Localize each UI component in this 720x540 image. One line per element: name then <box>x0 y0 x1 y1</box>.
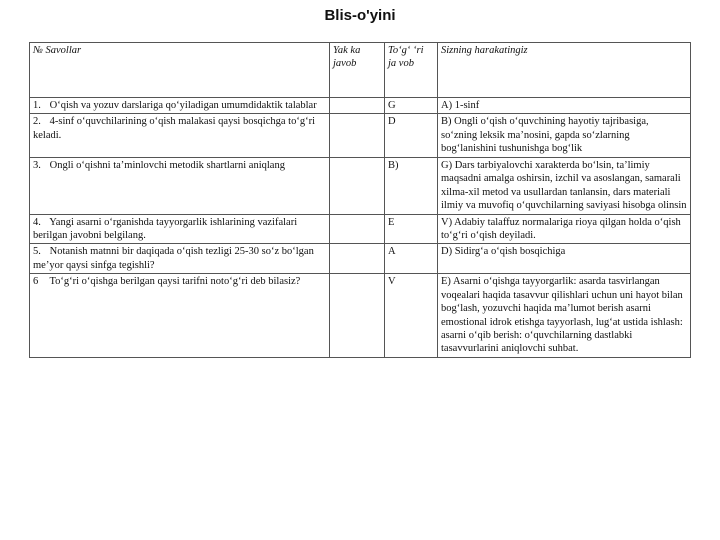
question-text: O‘qish va yozuv darslariga qo‘yiladigan umumdidaktik talablar <box>49 100 317 111</box>
question-cell <box>30 244 330 274</box>
wrong-answer-cell <box>330 114 385 157</box>
question-number: 3. <box>33 159 41 171</box>
question-number: 6 <box>33 276 39 288</box>
correct-answer-cell: V <box>385 274 438 358</box>
quiz-table <box>29 42 691 358</box>
header-row <box>30 43 691 98</box>
action-cell: B) Ongli o‘qish o‘quvchining hayotiy tajribasiga, so‘zning leksik ma’nosini, gapda so‘zlarning bog‘lanishini tushunishga bog‘lik <box>438 114 691 157</box>
action-cell: V) Adabiy talaffuz normalariga rioya qilgan holda o‘qish to‘g‘ri o‘qish deyiladi. <box>438 214 691 244</box>
question-text: 4-sinf o‘quvchilarining o‘qish malakasi qaysi bosqichga to‘g‘ri keladi. <box>33 116 315 141</box>
question-cell <box>30 214 330 244</box>
question-cell <box>30 157 330 214</box>
question-cell <box>30 274 330 358</box>
correct-answer-cell: E <box>385 214 438 244</box>
table-row <box>30 214 691 244</box>
question-number: 1. <box>33 100 41 111</box>
wrong-answer-cell <box>330 274 385 358</box>
action-cell: E) Asarni o‘qishga tayyorgarlik: asarda tasvirlangan voqealari haqida tasavvur qilishlari uchun uni hayot bilan bog‘lash, yozuvchi haqida ma’lumot berish asarni emostional idrok etishga tayyorlash, lug‘at ustida ishlash: asarni o‘qib berish: o‘quvchilarning dastlabki tasavvurlarini aniqlovchi suhbat. <box>438 274 691 358</box>
table-row <box>30 274 691 358</box>
action-cell: D) Sidirg‘a o‘qish bosqichiga <box>438 244 691 274</box>
table-row <box>30 157 691 214</box>
action-cell: G) Dars tarbiyalovchi xarakterda bo‘lsin, ta’limiy maqsadni amalga oshirsin, izchil va asoslangan, samarali xilma-xil metod va usullardan tanlansin, dars materiali ilmiy va muvofiq o‘quvchilarning saviyasi hisobga olinsin <box>438 157 691 214</box>
page-title: Blis-o'yini <box>324 7 396 24</box>
question-number: 4. <box>33 216 41 228</box>
wrong-answer-cell <box>330 157 385 214</box>
correct-answer-cell: A <box>385 244 438 274</box>
question-text: To‘g‘ri o‘qishga berilgan qaysi tarifni noto‘g‘ri deb bilasiz? <box>49 276 301 288</box>
question-number: 5. <box>33 246 41 258</box>
wrong-answer-cell <box>330 98 385 114</box>
header-wrong-answer: Yak ka javob <box>330 43 385 98</box>
table-row <box>30 98 691 114</box>
header-your-action: Sizning harakatingiz <box>438 43 691 98</box>
table-row <box>30 244 691 274</box>
header-correct-answer: To‘g‘ ‘ri ja vob <box>385 43 438 98</box>
wrong-answer-cell <box>330 214 385 244</box>
question-text: Notanish matnni bir daqiqada o‘qish tezligi 25-30 so‘z bo‘lgan me’yor qaysi sinfga tegishli? <box>33 246 314 271</box>
correct-answer-cell: G <box>385 98 438 114</box>
wrong-answer-cell <box>330 244 385 274</box>
question-text: Ongli o‘qishni ta’minlovchi metodik shartlarni aniqlang <box>49 159 285 171</box>
action-cell: A) 1-sinf <box>438 98 691 114</box>
correct-answer-cell: D <box>385 114 438 157</box>
question-text: Yangi asarni o‘rganishda tayyorgarlik ishlarining vazifalari berilgan javobni belgilang. <box>33 216 298 241</box>
question-number: 2. <box>33 116 41 128</box>
question-cell <box>30 98 330 114</box>
question-cell <box>30 114 330 157</box>
table-row <box>30 114 691 157</box>
correct-answer-cell: B) <box>385 157 438 214</box>
header-questions: № Savollar <box>30 43 330 98</box>
